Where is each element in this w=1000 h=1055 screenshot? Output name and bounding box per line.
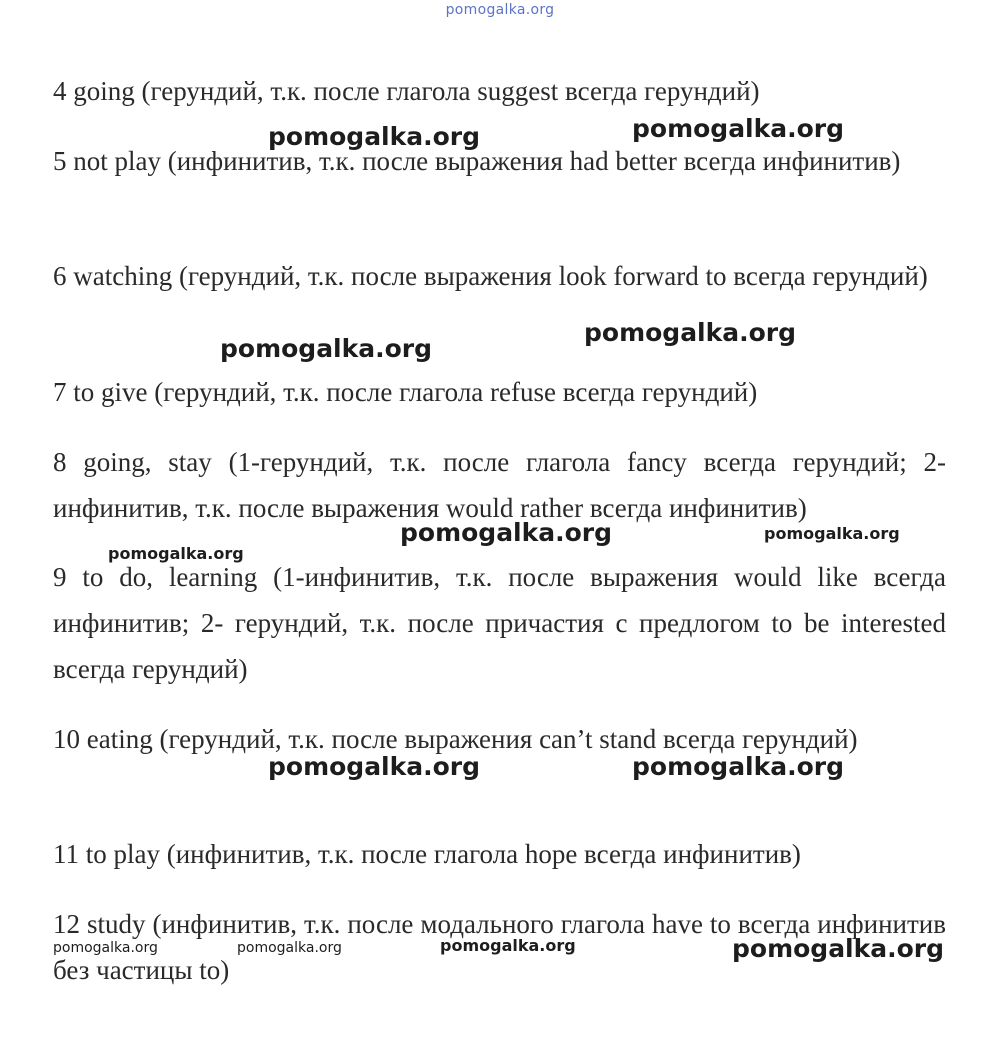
answer-4: 4 going (герундий, т.к. после глагола suggest всегда герундий) [53,76,760,106]
watermark: pomogalka.org [268,122,481,151]
watermark: pomogalka.org [268,752,481,781]
answer-12: 12 study (инфинитив, т.к. после модального глагола have to всегда инфинитив без частицы to) [53,909,946,985]
watermark: pomogalka.org [53,940,158,956]
watermark: pomogalka.org [732,934,945,963]
answer-6: 6 watching (герундий, т.к. после выражения look forward to всегда герундий) [53,261,928,291]
answer-9: 9 to do, learning (1-инфинитив, т.к. после выражения would like всегда инфинитив; 2- герундий, т.к. после причастия с предлогом to be interested всегда герундий) [53,562,946,684]
answer-10: 10 eating (герундий, т.к. после выражения can’t stand всегда герундий) [53,724,858,754]
answer-7: 7 to give (герундий, т.к. после глагола refuse всегда герундий) [53,377,758,407]
watermark: pomogalka.org [440,936,576,955]
answer-11: 11 to play (инфинитив, т.к. после глагола hope всегда инфинитив) [53,839,801,869]
watermark: pomogalka.org [220,334,433,363]
answer-8: 8 going, stay (1-герундий, т.к. после глагола fancy всегда герундий; 2-инфинитив, т.к. после выражения would rather всегда инфинитив) [53,447,946,523]
answer-5: 5 not play (инфинитив, т.к. после выражения had better всегда инфинитив) [53,146,901,176]
watermark: pomogalka.org [108,544,244,563]
watermark: pomogalka.org [237,940,342,956]
watermark: pomogalka.org [584,318,797,347]
watermark: pomogalka.org [632,752,845,781]
watermark: pomogalka.org [764,524,900,543]
header-watermark: pomogalka.org [445,2,555,18]
watermark: pomogalka.org [632,114,845,143]
watermark: pomogalka.org [400,518,613,547]
